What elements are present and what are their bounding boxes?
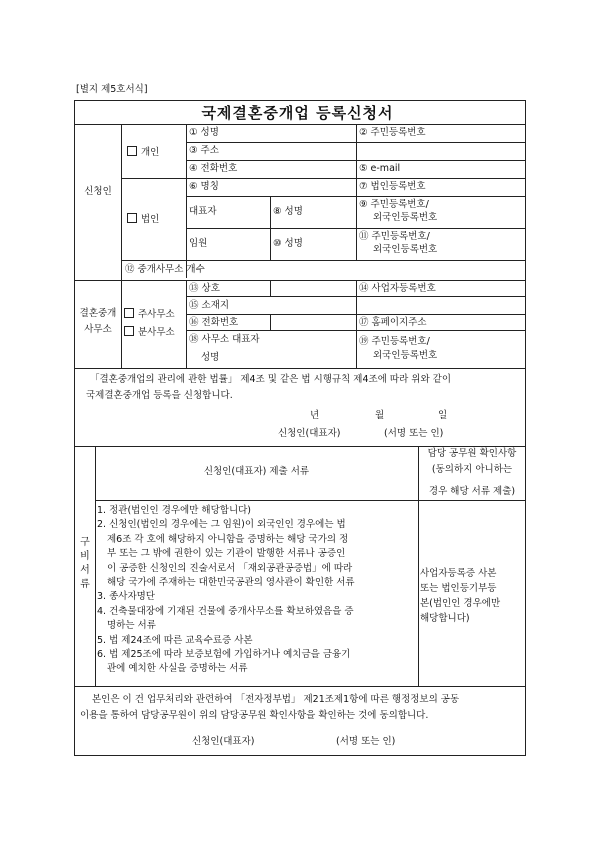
form-label: [별지 제5호서식] bbox=[76, 84, 148, 95]
declaration-signer-label: 신청인(대표자) bbox=[278, 428, 341, 439]
individual-address-label: ③ 주소 bbox=[189, 145, 219, 156]
corporation-reg-no-label: ⑦ 법인등록번호 bbox=[359, 181, 426, 192]
biz-reg-no-label: ⑭ 사업자등록번호 bbox=[359, 283, 436, 294]
officer-id-label-2: 외국인등록번호 bbox=[373, 244, 438, 255]
list-item: 부 또는 그 밖에 권한이 있는 기관이 발행한 서류나 공증인 bbox=[107, 548, 346, 560]
date-year-label: 년 bbox=[310, 410, 320, 421]
individual-phone-label: ④ 전화번호 bbox=[189, 163, 238, 174]
individual-resident-no-label: ② 주민등록번호 bbox=[359, 127, 426, 138]
officer-check-header-2: (동의하지 아니하는 bbox=[431, 464, 513, 475]
list-item: 명하는 서류 bbox=[107, 620, 156, 632]
representative-id-label-1: ⑨ 주민등록번호/ bbox=[359, 199, 429, 210]
officer-name-label: ⑩ 성명 bbox=[273, 238, 303, 249]
trade-name-label: ⑬ 상호 bbox=[189, 283, 220, 294]
office-rep-id-label-1: ⑲ 주민등록번호/ bbox=[359, 336, 430, 347]
declaration-line-1: 「결혼중개업의 관리에 관한 법률」 제4조 및 같은 법 시행규칙 제4조에 따라 위와 같이 bbox=[90, 374, 451, 385]
officer-check-header-3: 경우 해당 서류 제출) bbox=[428, 486, 516, 497]
list-item: 2. 신청인(법인의 경우에는 그 임원)이 외국인인 경우에는 법 bbox=[97, 519, 346, 531]
officer-check-list bbox=[420, 566, 524, 626]
submit-docs-header: 신청인(대표자) 제출 서류 bbox=[203, 466, 310, 477]
branch-office-option[interactable]: 분사무소 bbox=[124, 326, 175, 339]
title-divider bbox=[74, 124, 526, 125]
corporation-option[interactable]: 법인 bbox=[127, 213, 159, 226]
individual-checkbox[interactable] bbox=[127, 146, 137, 156]
declaration-sign-note: (서명 또는 인) bbox=[384, 428, 444, 439]
office-rep-id-label-2: 외국인등록번호 bbox=[373, 350, 438, 361]
list-item: 4. 건축물대장에 기재된 건물에 중개사무소를 확보하였음을 증 bbox=[97, 605, 354, 617]
applicant-section-label: 신청인 bbox=[84, 186, 112, 197]
date-month-label: 월 bbox=[375, 410, 385, 421]
list-item: 6. 법 제25조에 따라 보증보험에 가입하거나 예치금을 금융기 bbox=[97, 649, 351, 661]
main-office-checkbox[interactable] bbox=[124, 308, 134, 318]
office-rep-name-label-2: 성명 bbox=[201, 352, 220, 363]
list-item: 사업자등록증 사본 bbox=[420, 568, 497, 579]
list-item: 제6조 각 호에 해당하지 아니함을 증명하는 해당 국가의 정 bbox=[107, 533, 349, 545]
location-label: ⑮ 소재지 bbox=[189, 300, 230, 311]
consent-signer-label: 신청인(대표자) bbox=[192, 736, 255, 747]
officer-id-label-1: ⑪ 주민등록번호/ bbox=[359, 231, 430, 242]
list-item: 해당 국가에 주재하는 대한민국공관의 영사관이 확인한 서류 bbox=[107, 577, 355, 589]
list-item: 1. 정관(법인인 경우에만 해당합니다) bbox=[97, 505, 252, 516]
consent-sign-note: (서명 또는 인) bbox=[336, 736, 396, 747]
office-section-label-2: 사무소 bbox=[84, 324, 112, 335]
consent-line-2: 이용을 통하여 담당공무원이 위의 담당공무원 확인사항을 확인하는 것에 동의합니다. bbox=[80, 710, 429, 721]
consent-line-1: 본인은 이 건 업무처리와 관련하여 「전자정부법」 제21조제1항에 따른 행정정보의 공동 bbox=[92, 694, 460, 705]
list-item: 또는 법인등기부등 bbox=[420, 583, 497, 594]
list-item: 관에 예치한 사실을 증명하는 서류 bbox=[107, 663, 248, 675]
homepage-label: ⑰ 홈페이지주소 bbox=[359, 317, 427, 328]
list-item: 본(법인인 경우에만 bbox=[420, 598, 501, 609]
documents-side-label: 구 비 서 류 bbox=[80, 537, 90, 590]
list-item: 3. 종사자명단 bbox=[97, 591, 155, 603]
individual-option[interactable]: 개인 bbox=[127, 146, 159, 159]
submit-docs-list bbox=[97, 504, 417, 677]
office-rep-name-label-1: ⑱ 사무소 대표자 bbox=[189, 334, 260, 345]
representative-id-label-2: 외국인등록번호 bbox=[373, 212, 438, 223]
individual-name-label: ① 성명 bbox=[189, 127, 219, 138]
date-day-label: 일 bbox=[438, 410, 448, 421]
declaration-line-2: 국제결혼중개업 등록을 신청합니다. bbox=[86, 390, 233, 401]
corporation-name-label: ⑥ 명칭 bbox=[189, 181, 219, 192]
branch-office-checkbox[interactable] bbox=[124, 326, 134, 336]
office-section-label-1: 결혼중개 bbox=[79, 308, 117, 319]
corporation-checkbox[interactable] bbox=[127, 213, 137, 223]
list-item: 이 공증한 신청인의 진술서로서 「재외공관공증법」에 따라 bbox=[107, 562, 353, 574]
page-title: 국제결혼중개업 등록신청서 bbox=[201, 104, 394, 122]
office-phone-label: ⑯ 전화번호 bbox=[189, 317, 239, 328]
office-count-label: ⑫ 중개사무소 개수 bbox=[125, 264, 205, 275]
representative-label: 대표자 bbox=[189, 206, 217, 217]
individual-email-label: ⑤ e-mail bbox=[359, 163, 401, 174]
list-item: 5. 법 제24조에 따른 교육수료증 사본 bbox=[97, 634, 253, 646]
list-item: 해당합니다) bbox=[420, 613, 470, 624]
representative-name-label: ⑧ 성명 bbox=[273, 206, 303, 217]
officer-label: 임원 bbox=[189, 238, 208, 249]
officer-check-header-1: 담당 공무원 확인사항 bbox=[427, 448, 517, 459]
main-office-option[interactable]: 주사무소 bbox=[124, 308, 175, 321]
